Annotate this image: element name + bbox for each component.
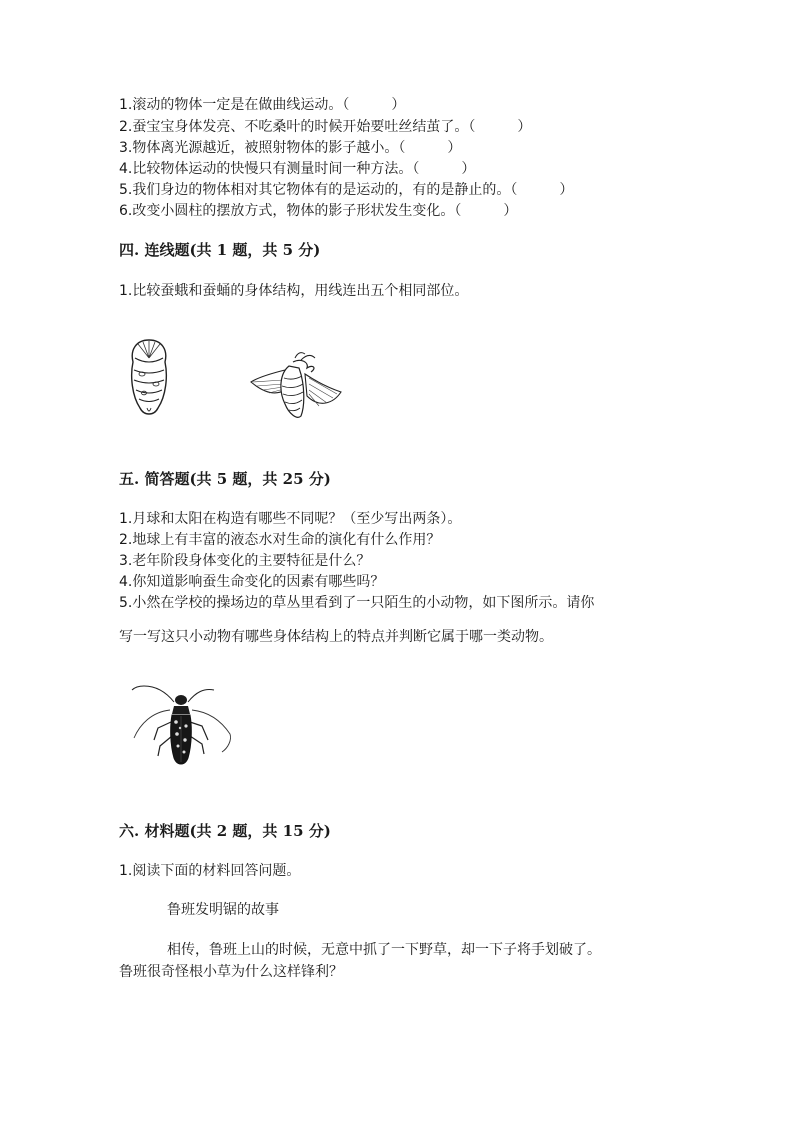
longhorn-beetle-image: [130, 682, 234, 768]
tf-item-2: 2.蚕宝宝身体发亮、不吃桑叶的时候开始要吐丝结茧了。（ ）: [119, 119, 532, 135]
short-answer-item-2: 2.地球上有丰富的液态水对生命的演化有什么作用？: [119, 532, 441, 548]
short-answer-item-5: 5.小然在学校的操场边的草丛里看到了一只陌生的小动物，如下图所示。请你: [119, 595, 595, 611]
tf-item-6: 6.改变小圆柱的摆放方式，物体的影子形状发生变化。（ ）: [119, 203, 518, 219]
tf-item-4: 4.比较物体运动的快慢只有测量时间一种方法。（ ）: [119, 161, 476, 177]
silkworm-pupa-image: [126, 336, 172, 420]
reading-question-1: 1.阅读下面的材料回答问题。: [119, 863, 301, 879]
short-answer-item-3: 3.老年阶段身体变化的主要特征是什么？: [119, 553, 371, 569]
short-answer-item-4: 4.你知道影响蚕生命变化的因素有哪些吗？: [119, 574, 385, 590]
story-paragraph-line-2: 鲁班很奇怪根小草为什么这样锋利？: [119, 964, 343, 980]
section-heading-matching: 四. 连线题(共 1 题，共 5 分): [119, 241, 321, 259]
section-heading-reading: 六. 材料题(共 2 题，共 15 分): [119, 822, 331, 840]
tf-item-3: 3.物体离光源越近，被照射物体的影子越小。（ ）: [119, 140, 462, 156]
matching-question-1: 1.比较蚕蛾和蚕蛹的身体结构，用线连出五个相同部位。: [119, 283, 469, 299]
story-paragraph-line-1: 相传，鲁班上山的时候，无意中抓了一下野草，却一下子将手划破了。: [167, 942, 601, 958]
short-answer-item-1: 1.月球和太阳在构造有哪些不同呢？（至少写出两条）。: [119, 511, 462, 527]
tf-item-5: 5.我们身边的物体相对其它物体有的是运动的，有的是静止的。（ ）: [119, 182, 574, 198]
silk-moth-image: [249, 348, 345, 422]
short-answer-item-5-continuation: 写一写这只小动物有哪些身体结构上的特点并判断它属于哪一类动物。: [119, 629, 553, 645]
section-heading-short-answer: 五. 简答题(共 5 题，共 25 分): [119, 470, 331, 488]
tf-item-1: 1.滚动的物体一定是在做曲线运动。（ ）: [119, 97, 406, 113]
story-title: 鲁班发明锯的故事: [167, 902, 279, 918]
